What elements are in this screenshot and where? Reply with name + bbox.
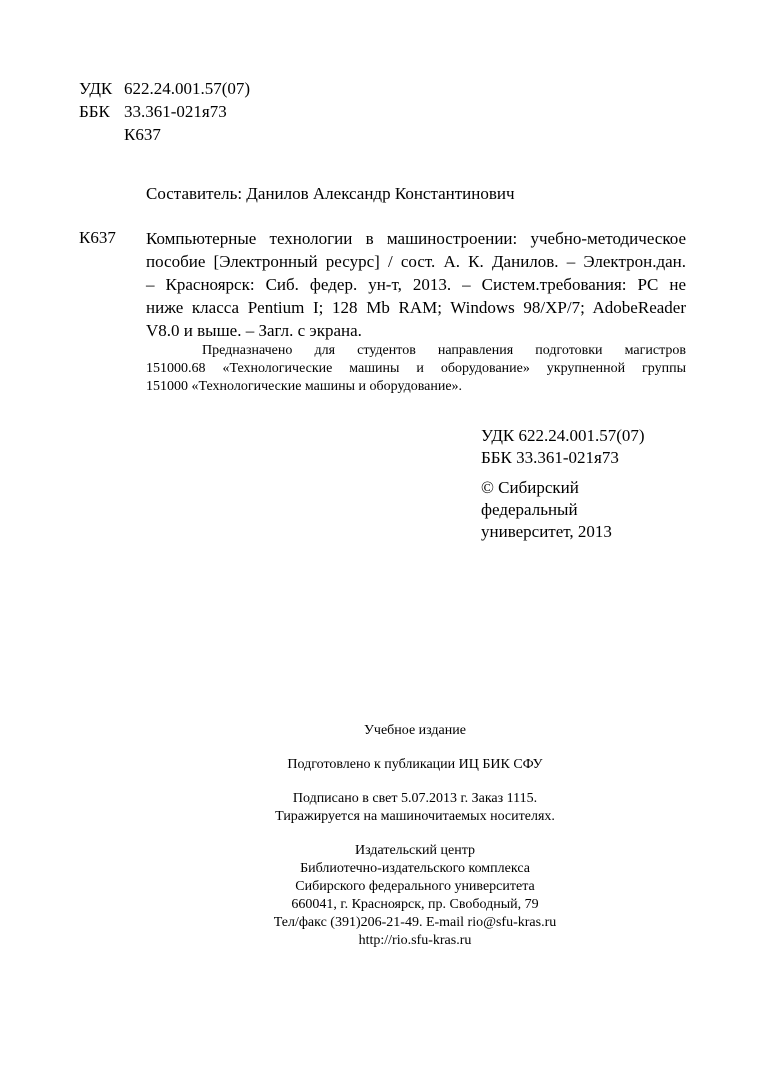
bbk-right: ББК 33.361-021я73 (481, 448, 619, 467)
purpose-line: 151000 «Технологические машины и оборудование». (146, 379, 463, 394)
prepared-line: Подготовлено к публикации ИЦ БИК СФУ (287, 757, 543, 772)
annotation-line: пособие [Электронный ресурс] / сост. А. К. Данилов. – Электрон.дан. (146, 252, 686, 271)
classification-copyright-block (481, 425, 645, 543)
annotation-line: V8.0 и выше. – Загл. с экрана. (146, 321, 362, 340)
annotation-line: Компьютерные технологии в машиностроении: учебно-методическое (146, 229, 686, 248)
publisher-line: Издательский центр (354, 843, 476, 858)
purpose-line: Предназначено для студентов направления подготовки магистров (202, 343, 686, 358)
edition-type: Учебное издание (364, 723, 466, 738)
annotation-author-sign: К637 (79, 228, 116, 247)
udk-right: УДК 622.24.001.57(07) (481, 426, 645, 445)
annotation-line: ниже класса Pentium I; 128 Mb RAM; Windows 98/XP/7; AdobeReader (146, 298, 686, 317)
annotation-line: – Красноярск: Сиб. федер. ун-т, 2013. – Систем.требования: PC не (146, 275, 686, 294)
publisher-line: Сибирского федерального университета (295, 879, 535, 894)
copyright (481, 477, 645, 543)
signed-line: Подписано в свет 5.07.2013 г. Заказ 1115. (292, 791, 538, 806)
purpose-paragraph (146, 342, 686, 396)
author-sign: К637 (124, 125, 161, 144)
bbk-label: ББК (79, 102, 110, 121)
publisher-line: Библиотечно-издательского комплекса (300, 861, 530, 876)
copyright-line: федеральный (481, 500, 578, 519)
publisher-url: http://rio.sfu-kras.ru (358, 933, 472, 948)
copyright-line: университет, 2013 (481, 522, 612, 541)
udk-label: УДК (79, 79, 113, 98)
udk-code: 622.24.001.57(07) (124, 79, 251, 98)
copyright-line: © Сибирский (481, 478, 579, 497)
bibliographic-description (146, 227, 686, 342)
publisher-contacts: Тел/факс (391)206-21-49. E-mail rio@sfu-kras.ru (273, 915, 557, 930)
purpose-line: 151000.68 «Технологические машины и оборудование» укрупненной группы (146, 361, 686, 376)
compiler-line: Составитель: Данилов Александр Константинович (146, 184, 515, 203)
imprint (0, 722, 763, 950)
replicated-line: Тиражируется на машиночитаемых носителях. (275, 809, 555, 824)
bbk-code: 33.361-021я73 (124, 102, 227, 121)
publisher-address: 660041, г. Красноярск, пр. Свободный, 79 (291, 897, 539, 912)
